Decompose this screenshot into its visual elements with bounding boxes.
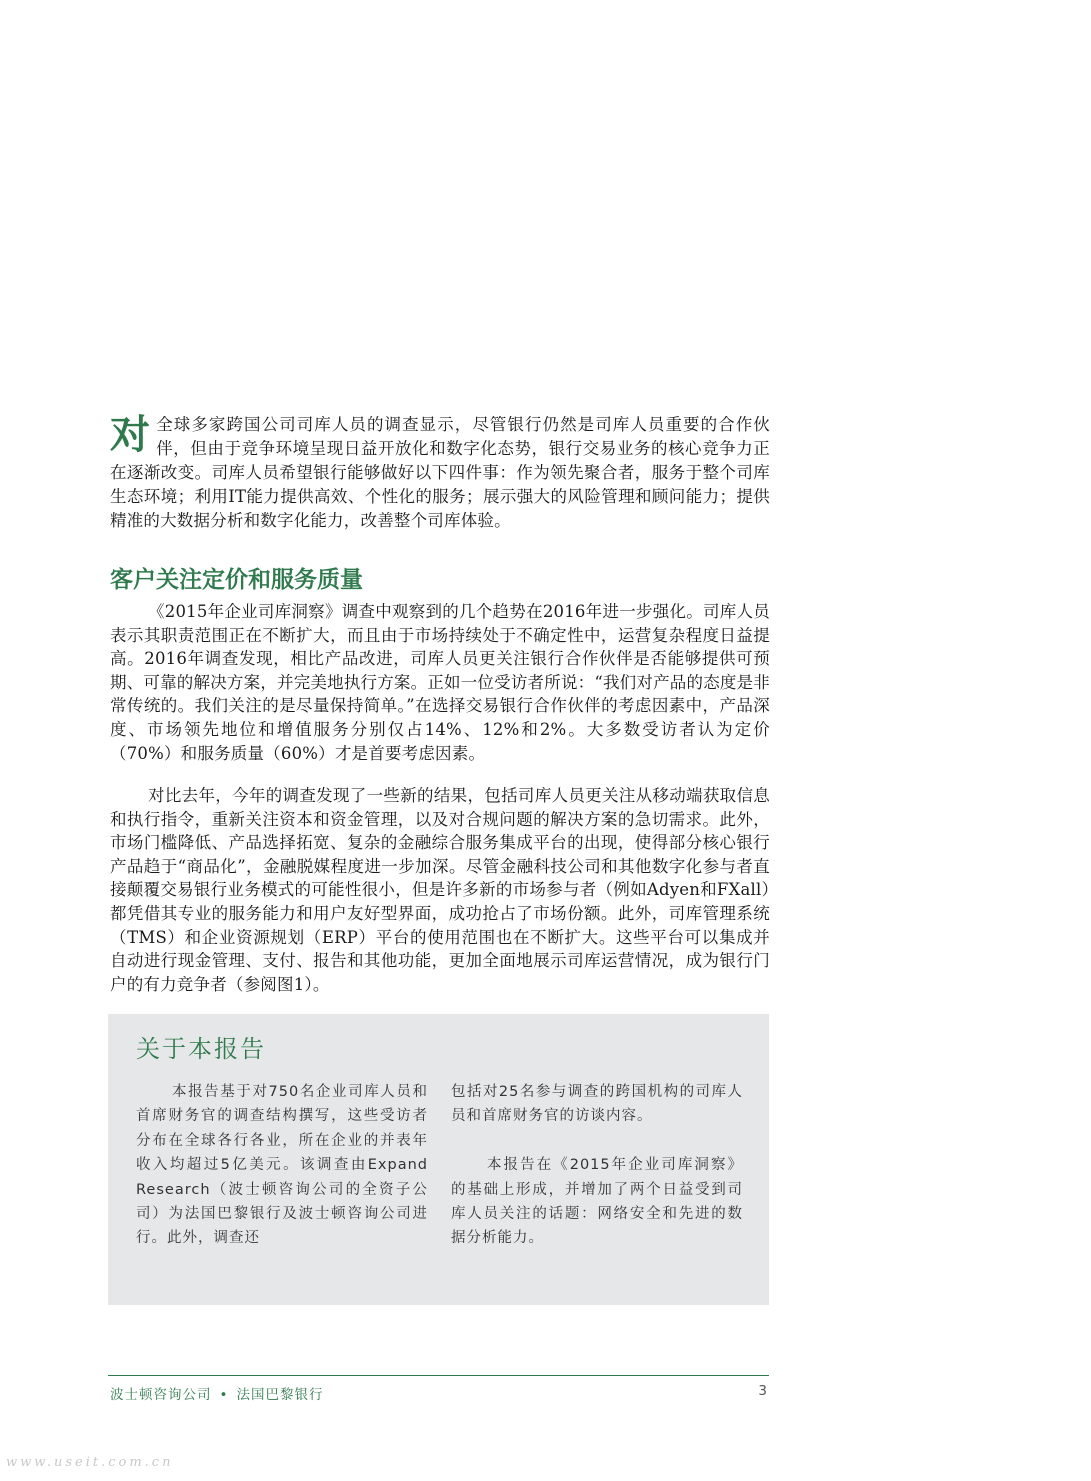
intro-text: 全球多家跨国公司司库人员的调查显示，尽管银行仍然是司库人员重要的合作伙伴，但由于竞争环境呈现日益开放化和数字化态势，银行交易业务的核心竞争力正在逐渐改变。司库人员希望银行能够做好以下四件事：作为领先聚合者，服务于整个司库生态环境；利用IT能力提供高效、个性化的服务；展示强大的风险管理和顾问能力；提供精准的大数据分析和数字化能力，改善整个司库体验。 bbox=[110, 415, 770, 530]
page-footer bbox=[110, 1383, 769, 1403]
about-report-left-column bbox=[136, 1080, 428, 1251]
footer-divider bbox=[108, 1375, 769, 1376]
about-report-box bbox=[108, 1014, 769, 1305]
about-report-title: 关于本报告 bbox=[136, 1035, 266, 1063]
about-report-paragraph-2: 本报告在《2015年企业司库洞察》的基础上形成，并增加了两个日益受到司库人员关注的话题：网络安全和先进的数据分析能力。 bbox=[451, 1157, 743, 1247]
about-report-paragraph-1-continued: 包括对25名参与调查的跨国机构的司库人员和首席财务官的访谈内容。 bbox=[451, 1084, 743, 1125]
about-report-paragraph-1: 本报告基于对750名企业司库人员和首席财务官的调查结构撰写，这些受访者分布在全球各行各业，所在企业的并表年收入均超过5亿美元。该调查由Expand Research（波士顿咨询公司的全资子公司）为法国巴黎银行及波士顿咨询公司进行。此外，调查还 bbox=[136, 1084, 428, 1247]
page-number: 3 bbox=[758, 1383, 767, 1399]
about-report-right-column bbox=[451, 1080, 743, 1251]
footer-bullet: • bbox=[219, 1387, 229, 1403]
body-paragraph-2: 对比去年，今年的调查发现了一些新的结果，包括司库人员更关注从移动端获取信息和执行指令，重新关注资本和资金管理，以及对合规问题的解决方案的急切需求。此外，市场门槛降低、产品选择拓宽、复杂的金融综合服务集成平台的出现，使得部分核心银行产品趋于“商品化”，金融脱媒程度进一步加深。尽管金融科技公司和其他数字化参与者直接颠覆交易银行业务模式的可能性很小，但是许多新的市场参与者（例如Adyen和FXall）都凭借其专业的服务能力和用户友好型界面，成功抢占了市场份额。此外，司库管理系统（TMS）和企业资源规划（ERP）平台的使用范围也在不断扩大。这些平台可以集成并自动进行现金管理、支付、报告和其他功能，更加全面地展示司库运营情况，成为银行门户的有力竞争者（参阅图1）。 bbox=[110, 786, 770, 994]
section-heading: 客户关注定价和服务质量 bbox=[110, 566, 363, 593]
watermark: www.useit.com.cn bbox=[6, 1455, 174, 1470]
intro-paragraph bbox=[110, 413, 770, 533]
drop-cap: 对 bbox=[110, 412, 151, 458]
footer-publisher-bnp: 法国巴黎银行 bbox=[236, 1387, 324, 1403]
footer-publisher-bcg: 波士顿咨询公司 bbox=[110, 1387, 212, 1403]
body-paragraph-1: 《2015年企业司库洞察》调查中观察到的几个趋势在2016年进一步强化。司库人员表示其职责范围正在不断扩大，而且由于市场持续处于不确定性中，运营复杂程度日益提高。2016年调查发现，相比产品改进，司库人员更关注银行合作伙伴是否能够提供可预期、可靠的解决方案，并完美地执行方案。正如一位受访者所说：“我们对产品的态度是非常传统的。我们关注的是尽量保持简单。”在选择交易银行合作伙伴的考虑因素中，产品深度、市场领先地位和增值服务分别仅占14%、12%和2%。大多数受访者认为定价（70%）和服务质量（60%）才是首要考虑因素。 bbox=[110, 602, 770, 763]
